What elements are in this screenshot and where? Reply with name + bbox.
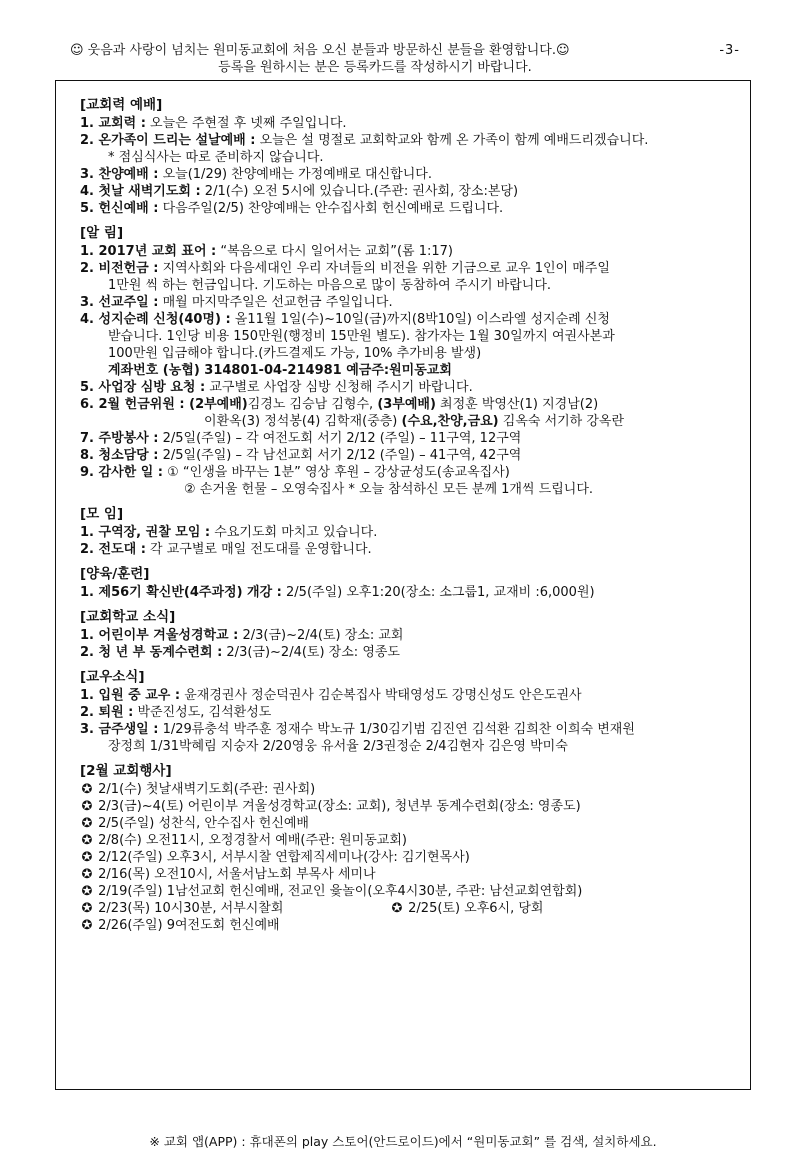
star-icon: ✪ [81,918,93,933]
list-item-note: * 점심식사는 따로 준비하지 않습니다. [108,150,324,165]
section-title: [모 임] [80,506,124,522]
list-item: 6. 2월 헌금위원 : (2부예배)김경노 김승남 김형수, (3부예배) 최정훈 박영산(1) 지경남(2) [80,397,599,412]
star-icon: ✪ [81,782,93,797]
list-item: 3. 찬양예배 : 오늘(1/29) 찬양예배는 가정예배로 대신합니다. [80,167,432,182]
star-icon: ✪ [81,884,93,899]
list-item: 9. 감사한 일 : ① “인생을 바꾸는 1분” 영상 후원 – 강상균성도(송교옥집사) [80,465,510,480]
list-item: 1. 교회력 : 오늘은 주현절 후 넷째 주일입니다. [80,116,347,131]
list-item: 3. 선교주일 : 매월 마지막주일은 선교헌금 주일입니다. [80,295,393,310]
event-item: ✪ 2/8(수) 오전11시, 오정경찰서 예배(주관: 원미동교회) [81,833,407,848]
list-item-continued: 이환옥(3) 정석봉(4) 김학재(중층) (수요,찬양,금요) 김옥숙 서기하 강옥란 [204,414,625,429]
section-member-news [80,669,730,755]
section-announcements [80,225,730,498]
section-title: [양육/훈련] [80,566,150,582]
star-icon: ✪ [81,867,93,882]
list-item: 2. 비전헌금 : 지역사회와 다음세대인 우리 자녀들의 비전을 위한 기금으로 교우 1인이 매주일 [80,261,610,276]
list-item-continued: 100만원 입금해야 합니다.(카드결제도 가능, 10% 추가비용 발생) [108,346,482,361]
list-item: 2. 전도대 : 각 교구별로 매일 전도대를 운영합니다. [80,542,372,557]
list-item: 1. 어린이부 겨울성경학교 : 2/3(금)~2/4(토) 장소: 교회 [80,628,404,643]
section-church-calendar [80,97,730,217]
event-item: ✪ 2/23(목) 10시30분, 서부시찰회 [81,901,284,916]
section-title: [교우소식] [80,669,145,685]
top-header [70,42,740,76]
list-item: 4. 첫날 새벽기도회 : 2/1(수) 오전 5시에 있습니다.(주관: 권사회, 장소:본당) [80,184,519,199]
star-icon: ✪ [81,816,93,831]
star-icon: ✪ [81,850,93,865]
register-notice: 등록을 원하시는 분은 등록카드를 작성하시기 바랍니다. [218,60,532,75]
event-item: ✪ 2/26(주일) 9여전도회 헌신예배 [81,918,280,933]
welcome-message: ☺ 웃음과 사랑이 넘치는 원미동교회에 처음 오신 분들과 방문하신 분들을 환영합니다.☺ [70,43,570,58]
section-training [80,566,730,601]
event-item: ✪ 2/25(토) 오후6시, 당회 [391,901,544,916]
list-item-continued: 받습니다. 1인당 비용 150만원(행정비 15만원 별도). 참가자는 1월 30일까지 여권사본과 [108,329,615,344]
list-item: 5. 사업장 심방 요청 : 교구별로 사업장 심방 신청해 주시기 바랍니다. [80,380,473,395]
list-item: 1. 입원 중 교우 : 윤재경권사 정순덕권사 김순복집사 박태영성도 강명신성도 안은도권사 [80,688,582,703]
list-item: 2. 청 년 부 동계수련회 : 2/3(금)~2/4(토) 장소: 영종도 [80,645,400,660]
section-church-school [80,609,730,661]
list-item: 3. 금주생일 : 1/29류충석 박주훈 정재수 박노규 1/30김기범 김진연 김석환 김희찬 이희숙 변재원 [80,722,635,737]
bulletin-frame [55,80,751,1149]
list-item-continued: ② 손거울 헌물 – 오영숙집사 * 오늘 참석하신 모든 분께 1개씩 드립니다. [184,482,594,497]
star-icon: ✪ [81,799,93,814]
section-meetings [80,506,730,558]
list-item-continued: 1만원 씩 하는 헌금입니다. 기도하는 마음으로 많이 동참하여 주시기 바랍니다. [108,278,552,293]
section-february-events [80,763,730,934]
bank-account: 계좌번호 (농협) 314801-04-214981 예금주:원미동교회 [108,363,452,378]
list-item: 1. 제56기 확신반(4주과정) 개강 : 2/5(주일) 오후1:20(장소: 소그룹1, 교재비 :6,000원) [80,585,595,600]
section-title: [교회력 예배] [80,97,163,113]
list-item: 8. 청소담당 : 2/5일(주일) – 각 남선교회 서기 2/12 (주일) – 41구역, 42구역 [80,448,522,463]
list-item: 2. 퇴원 : 박준진성도, 김석환성도 [80,705,272,720]
star-icon: ✪ [391,901,403,916]
event-item: ✪ 2/1(수) 첫날새벽기도회(주관: 권사회) [81,782,316,797]
list-item: 1. 구역장, 권찰 모임 : 수요기도회 마치고 있습니다. [80,525,378,540]
list-item-continued: 장정희 1/31박혜림 지숭자 2/20영웅 유서율 2/3권정순 2/4김현자 김은영 박미숙 [108,739,568,754]
event-item: ✪ 2/5(주일) 성찬식, 안수집사 헌신예배 [81,816,309,831]
list-item: 4. 성지순례 신청(40명) : 올11월 1일(수)~10일(금)까지(8박10일) 이스라엘 성지순례 신청 [80,312,610,327]
star-icon: ✪ [81,901,93,916]
list-item: 1. 2017년 교회 표어 : “복음으로 다시 일어서는 교회”(롬 1:17) [80,244,453,259]
list-item: 5. 헌신예배 : 다음주일(2/5) 찬양예배는 안수집사회 헌신예배로 드립니다. [80,201,504,216]
section-title: [2월 교회행사] [80,763,172,779]
page-number: -3- [719,43,740,58]
event-item: ✪ 2/12(주일) 오후3시, 서부시찰 연합제직세미나(강사: 김기현목사) [81,850,470,865]
event-row [80,900,730,917]
event-item: ✪ 2/3(금)~4(토) 어린이부 겨울성경학교(장소: 교회), 청년부 동계수련회(장소: 영종도) [81,799,581,814]
event-item: ✪ 2/16(목) 오전10시, 서울서남노회 부목사 세미나 [81,867,376,882]
list-item: 2. 온가족이 드리는 설날예배 : 오늘은 설 명절로 교회학교와 함께 온 가족이 함께 예배드리겠습니다. [80,133,649,148]
section-title: [교회학교 소식] [80,609,176,625]
event-item: ✪ 2/19(주일) 1남선교회 헌신예배, 전교인 윷놀이(오후4시30분, 주관: 남선교회연합회) [81,884,583,899]
star-icon: ✪ [81,833,93,848]
section-title: [알 림] [80,225,124,241]
list-item: 7. 주방봉사 : 2/5일(주일) – 각 여전도회 서기 2/12 (주일) – 11구역, 12구역 [80,431,522,446]
app-notice: ※ 교회 앱(APP) : 휴대폰의 play 스토어(안드로이드)에서 “원미동교회” 를 검색, 설치하세요. [149,1134,657,1149]
